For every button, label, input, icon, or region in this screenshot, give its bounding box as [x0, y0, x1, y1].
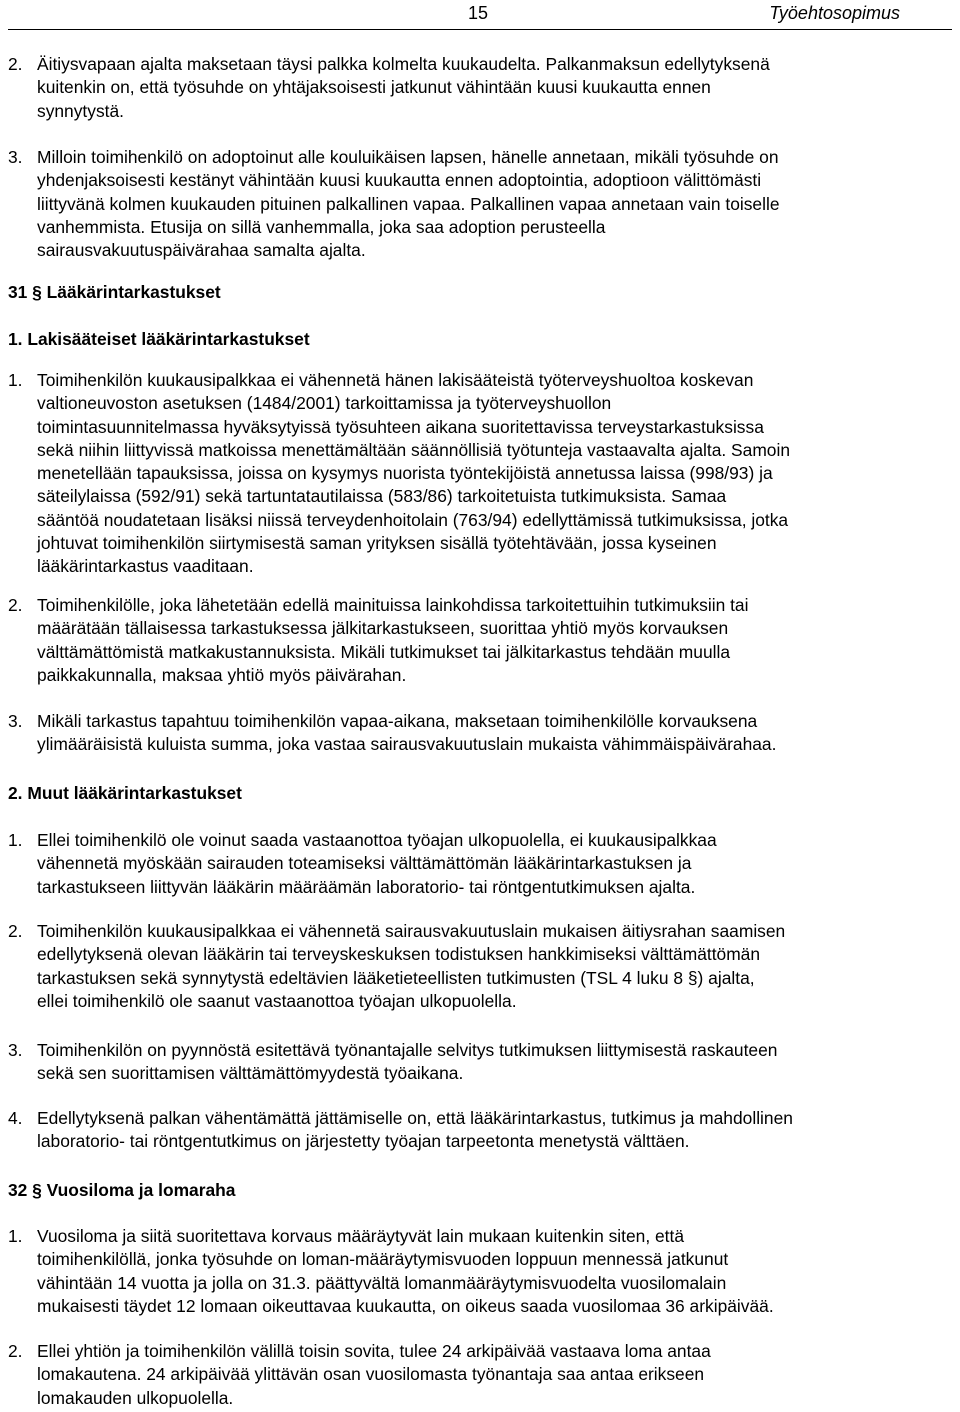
- subsection-heading: 2. Muut lääkärintarkastukset: [8, 783, 242, 803]
- header-rule: [8, 29, 952, 30]
- item-text: Vuosiloma ja siitä suoritettava korvaus määräytyvät lain mukaan kuitenkin siten, että toimihenkilöllä, jonka työsuhde on loman-määräytymisvuoden loppuun mennessä jatkunut vähintään 14 vuotta ja jolla on 31.3. päättyvältä lomanmääräytymisvuodelta vuosilomalain mukaisesti täydet 12 lomaan oikeuttavaa kuukautta, on oikeus saada vuosilomaa 36 arkipäivää.: [37, 1226, 774, 1316]
- item-number: 2.: [8, 1341, 23, 1361]
- item-text: Toimihenkilön kuukausipalkkaa ei vähennetä hänen lakisääteistä työterveyshuoltoa koskevan valtioneuvoston asetuksen (1484/2001) tarkoittamissa ja työterveyshuollon toimintasuunnitelmassa hyväksytyissä työsuhteen aikana suoritettavissa terveystarkastuksissa sekä niihin liittyvissä matkoissa menettämältään säännöllisiä työtunteja vastaavalta ajalta. Samoin menetellään tapauksissa, joissa on kysymys nuorista työntekijöistä annetussa laissa (998/93) ja säteilylaissa (592/91) sekä tartuntatautilaissa (583/86) tarkoitetuista tutkimuksista. Samaa sääntöä noudatetaan lisäksi niissä terveydenhoitolain (763/94) edellyttämissä tutkimuksissa, jotka johtuvat toimihenkilön siirtymisestä saman yrityksen sisällä työtehtävään, jossa kyseinen lääkärintarkastus vaaditaan.: [37, 370, 791, 577]
- item-number: 2.: [8, 595, 23, 615]
- subsection-heading: 1. Lakisääteiset lääkärintarkastukset: [8, 329, 310, 349]
- item-text: Milloin toimihenkilö on adoptoinut alle kouluikäisen lapsen, hänelle annetaan, mikäli työsuhde on yhdenjaksoisesti kestänyt vähintään kuusi kuukautta ennen adoptointia, adoptioon välittömästi liittyvänä kolmen kuukauden pituinen palkallinen vapaa. Palkallinen vapaa annetaan vain toiselle vanhemmista. Etusija on sillä vanhemmalla, joka saa adoption perusteella sairausvakuutuspäivärahaa samalta ajalta.: [37, 147, 780, 261]
- paragraph-item: [8, 146, 953, 262]
- page-header: [0, 0, 960, 30]
- item-number: 1.: [8, 370, 23, 390]
- item-text: Edellytyksenä palkan vähentämättä jättämiselle on, että lääkärintarkastus, tutkimus ja mahdollinen laboratorio- tai röntgentutkimus on järjestetty työajan tarpeetonta menetystä välttäen.: [37, 1108, 793, 1152]
- page-number: 15: [468, 3, 489, 23]
- item-number: 1.: [8, 830, 23, 850]
- item-text: Ellei toimihenkilö ole voinut saada vastaanottoa työajan ulkopuolella, ei kuukausipalkkaa vähennetä myöskään sairauden toteamiseksi välttämättömän lääkärintarkastuksen ja tarkastukseen liittyvän lääkärin määräämän laboratorio- tai röntgentutkimuksen ajalta.: [37, 830, 717, 897]
- item-text: Äitiysvapaan ajalta maksetaan täysi palkka kolmelta kuukaudelta. Palkanmaksun edellytyksenä kuitenkin on, että työsuhde on yhtäjaksoisesti jatkunut vähintään kuusi kuukautta ennen synnytystä.: [37, 54, 770, 121]
- item-number: 2.: [8, 921, 23, 941]
- paragraph-item: [8, 594, 953, 687]
- item-text: Ellei yhtiön ja toimihenkilön välillä toisin sovita, tulee 24 arkipäivää vastaava loma antaa lomakautena. 24 arkipäivää ylittävän osan vuosilomasta työnantaja saa antaa erikseen lomakauden ulkopuolella.: [37, 1341, 711, 1408]
- item-text: Toimihenkilölle, joka lähetetään edellä mainituissa lainkohdissa tarkoitettuihin tutkimuksiin tai määrätään tällaisessa tarkastuksessa jälkitarkastukseen, suorittaa yhtiö myös korvauksen välttämättömistä matkakustannuksista. Mikäli tutkimukset tai jälkitarkastus tehdään muulla paikkakunnalla, maksaa yhtiö myös päivärahan.: [37, 595, 749, 685]
- item-text: Toimihenkilön on pyynnöstä esitettävä työnantajalle selvitys tutkimuksen liittymisestä raskauteen sekä sen suorittamisen välttämättömyydestä työaikana.: [37, 1040, 778, 1084]
- item-number: 2.: [8, 54, 23, 74]
- paragraph-item: [8, 53, 953, 123]
- section-heading: 31 § Lääkärintarkastukset: [8, 282, 221, 302]
- paragraph-item: [8, 1107, 953, 1154]
- paragraph-item: [8, 1340, 953, 1410]
- paragraph-item: [8, 369, 953, 579]
- item-text: Mikäli tarkastus tapahtuu toimihenkilön vapaa-aikana, maksetaan toimihenkilölle korvauksena ylimääräisistä kuluista summa, joka vastaa sairausvakuutuslain mukaista vähimmäispäivärahaa.: [37, 711, 777, 755]
- item-text: Toimihenkilön kuukausipalkkaa ei vähennetä sairausvakuutuslain mukaisen äitiysrahan saamisen edellytyksenä olevan lääkärin tai terveyskeskuksen todistuksen hankkimiseksi välttämättömän tarkastuksen sekä synnytystä edeltävien lääketieteellisten tutkimusten (TSL 4 luku 8 §) ajalta, ellei toimihenkilö ole saanut vastaanottoa työajan ulkopuolella.: [37, 921, 786, 1011]
- item-number: 1.: [8, 1226, 23, 1246]
- item-number: 3.: [8, 711, 23, 731]
- item-number: 4.: [8, 1108, 23, 1128]
- paragraph-item: [8, 1225, 953, 1318]
- item-number: 3.: [8, 1040, 23, 1060]
- paragraph-item: [8, 1039, 953, 1086]
- item-number: 3.: [8, 147, 23, 167]
- section-heading: 32 § Vuosiloma ja lomaraha: [8, 1180, 236, 1200]
- document-title: Työehtosopimus: [769, 3, 900, 23]
- paragraph-item: [8, 710, 953, 757]
- paragraph-item: [8, 920, 953, 1013]
- paragraph-item: [8, 829, 953, 899]
